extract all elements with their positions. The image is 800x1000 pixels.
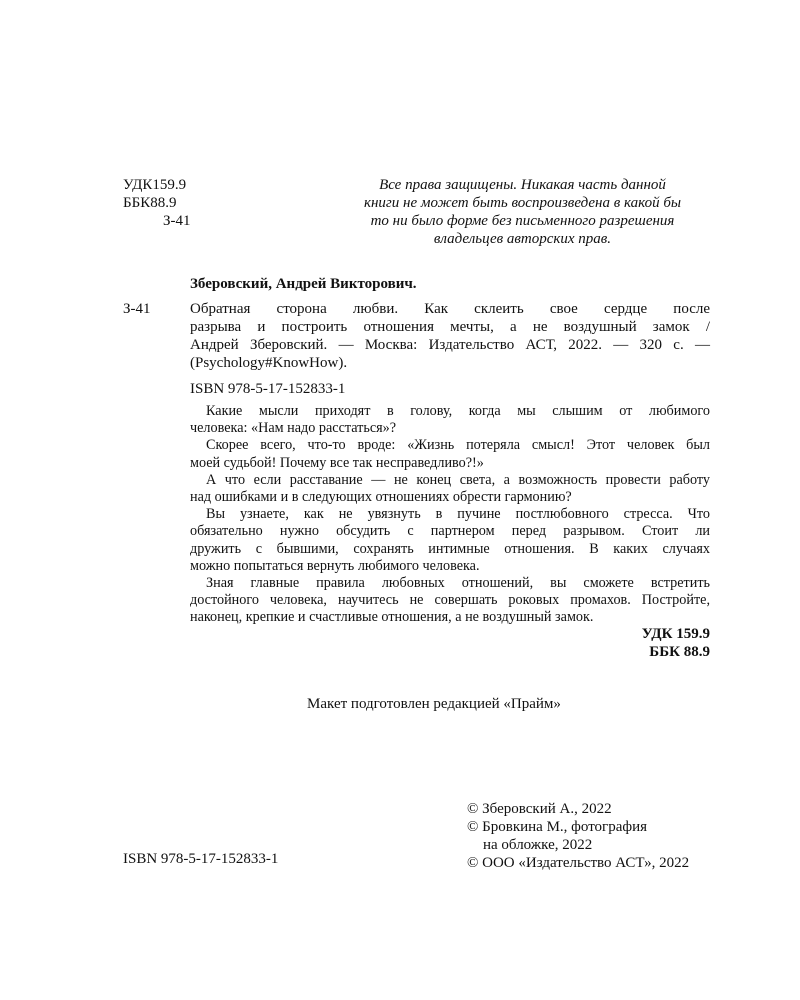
- bbk-classification: ББК 88.9: [649, 644, 710, 660]
- annotation: [190, 403, 710, 627]
- annotation-line: Скорее всего, что-то вроде: «Жизнь потеряла смысл! Этот человек был: [206, 437, 710, 454]
- rights-notice: [320, 176, 725, 248]
- annotation-line: А что если расставание — не конец света, а возможность провести работу: [206, 471, 710, 488]
- copyright-publisher: © ООО «Издательство АСТ», 2022: [467, 855, 690, 871]
- udk-classification: УДК 159.9: [641, 626, 710, 642]
- classification-block: [600, 625, 710, 661]
- udk-code: УДК159.9: [123, 177, 187, 193]
- annotation-line: Зная главные правила любовных отношений, вы сможете встретить: [206, 575, 710, 592]
- bbk-code: ББК88.9: [123, 195, 177, 211]
- author-heading: Зберовский, Андрей Викторович.: [190, 276, 417, 292]
- rights-line: Все права защищены. Никакая часть данной: [379, 177, 666, 193]
- copyright-block: [467, 800, 727, 872]
- annotation-line: Какие мысли приходят в голову, когда мы слышим от любимого: [206, 403, 710, 419]
- rights-line: владельцев авторских прав.: [433, 231, 612, 247]
- annotation-line: достойного человека, научитесь не совершать роковых промахов. Постройте,: [190, 592, 710, 609]
- codes-block: [123, 176, 243, 230]
- isbn-record: ISBN 978-5-17-152833-1: [190, 381, 346, 397]
- annotation-line: можно попытаться вернуть любимого человека.: [190, 557, 480, 574]
- annotation-line: обязательно нужно обсудить с партнером перед разрывом. Стоит ли: [190, 523, 710, 540]
- isbn-bottom: ISBN 978-5-17-152833-1: [123, 851, 279, 867]
- copyright-photo-cont: на обложке, 2022: [483, 837, 593, 853]
- rights-line: книги не может быть воспроизведена в какой бы: [363, 195, 682, 211]
- rights-line: то ни было форме без письменного разрешения: [370, 213, 675, 229]
- record-shelf-code: З-41: [123, 301, 151, 317]
- annotation-line: моей судьбой! Почему все так несправедливо?!»: [190, 454, 484, 471]
- record-line: Андрей Зберовский. — Москва: Издательство АСТ, 2022. — 320 с. —: [190, 337, 710, 353]
- record-line: разрыва и построить отношения мечты, а не воздушный замок /: [190, 319, 710, 335]
- record-line: Обратная сторона любви. Как склеить свое сердце после: [190, 301, 710, 317]
- record-line: (Psychology#KnowHow).: [190, 355, 348, 371]
- annotation-line: над ошибками и в следующих отношениях обрести гармонию?: [190, 489, 572, 506]
- author-sign: З-41: [163, 213, 191, 229]
- copyright-author: © Зберовский А., 2022: [467, 801, 612, 817]
- annotation-line: наконец, крепкие и счастливые отношения, а не воздушный замок.: [190, 609, 594, 626]
- bibliographic-record: [190, 300, 710, 372]
- annotation-line: человека: «Нам надо расстаться»?: [190, 420, 397, 437]
- annotation-line: дружить с бывшими, сохранять интимные отношения. В каких случаях: [190, 540, 710, 557]
- annotation-line: Вы узнаете, как не увязнуть в пучине постлюбовного стресса. Что: [206, 506, 710, 523]
- copyright-photo: © Бровкина М., фотография: [467, 819, 648, 835]
- layout-credit: Макет подготовлен редакцией «Прайм»: [307, 696, 561, 712]
